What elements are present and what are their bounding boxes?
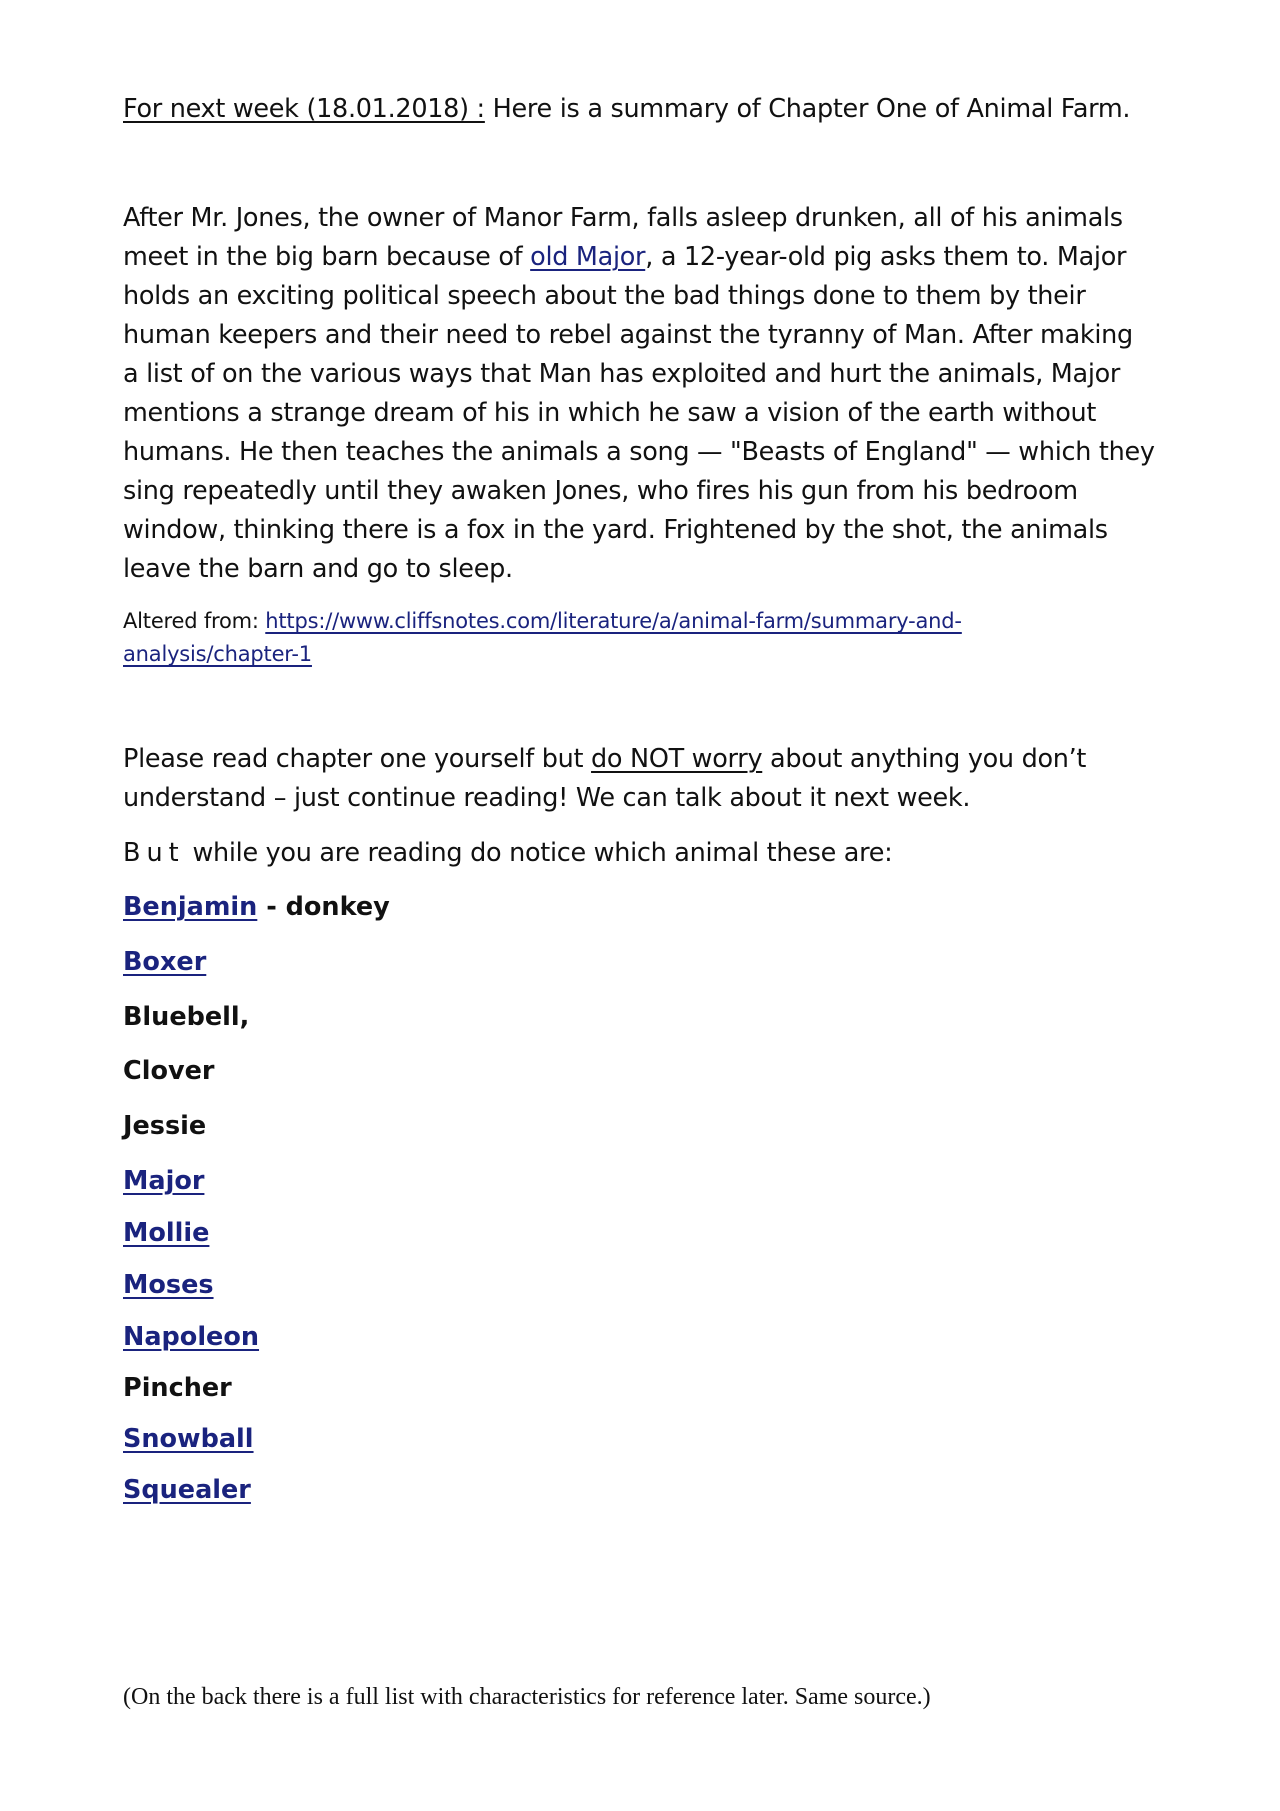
list-item-napoleon xyxy=(123,1320,259,1354)
summary-line-4: human keepers and their need to rebel against the tyranny of Man. After making xyxy=(123,320,1133,350)
list-item-jessie: Jessie xyxy=(123,1111,207,1141)
benjamin-note: - donkey xyxy=(257,892,390,922)
snowball-link[interactable]: Snowball xyxy=(123,1424,254,1454)
summary-line-3: holds an exciting political speech about the bad things done to them by their xyxy=(123,281,1086,311)
list-item-mollie xyxy=(123,1216,209,1250)
mollie-link[interactable]: Mollie xyxy=(123,1218,210,1248)
major-link[interactable]: Major xyxy=(123,1166,205,1196)
list-item-pincher: Pincher xyxy=(123,1373,232,1403)
summary-line-2: meet in the big barn because of old Major, a 12-year-old pig asks them to. Major xyxy=(123,242,1127,272)
source-label: Altered from: xyxy=(123,609,266,633)
moses-link[interactable]: Moses xyxy=(123,1270,214,1300)
summary-line-10: leave the barn and go to sleep. xyxy=(123,554,513,584)
list-item-clover: Clover xyxy=(123,1056,215,1086)
list-item-benjamin xyxy=(123,890,390,924)
source-line-1 xyxy=(123,605,962,638)
footer-note: (On the back there is a full list with characteristics for reference later. Same source.) xyxy=(123,1684,931,1710)
napoleon-link[interactable]: Napoleon xyxy=(123,1322,260,1352)
source-line-2 xyxy=(123,638,312,671)
do-not-worry-emphasis: do NOT worry xyxy=(591,744,763,774)
intro-text: Here is a summary of Chapter One of Animal Farm. xyxy=(484,94,1131,124)
boxer-link[interactable]: Boxer xyxy=(123,947,207,977)
list-item-squealer xyxy=(123,1473,251,1507)
old-major-link[interactable]: old Major xyxy=(530,242,646,272)
summary-line-8: sing repeatedly until they awaken Jones, who fires his gun from his bedroom xyxy=(123,476,1078,506)
squealer-link[interactable]: Squealer xyxy=(123,1475,251,1505)
instructions-line-3: But while you are reading do notice which animal these are: xyxy=(123,838,893,868)
but-word: But xyxy=(123,838,185,868)
list-item-moses xyxy=(123,1268,214,1302)
summary-line-9: window, thinking there is a fox in the yard. Frightened by the shot, the animals xyxy=(123,515,1108,545)
list-item-bluebell: Bluebell, xyxy=(123,1002,250,1032)
list-item-major xyxy=(123,1164,204,1198)
source-url-link-continued[interactable]: analysis/chapter-1 xyxy=(123,642,312,666)
source-url-link[interactable]: https://www.cliffsnotes.com/literature/a/animal-farm/summary-and- xyxy=(265,609,962,633)
due-date-label: For next week (18.01.2018) : xyxy=(123,94,485,124)
instructions-line-1: Please read chapter one yourself but do NOT worry about anything you don’t xyxy=(123,744,1087,774)
summary-line-7: humans. He then teaches the animals a song — "Beasts of England" — which they xyxy=(123,437,1155,467)
summary-line-5: a list of on the various ways that Man has exploited and hurt the animals, Major xyxy=(123,359,1121,389)
list-item-snowball xyxy=(123,1422,254,1456)
benjamin-link[interactable]: Benjamin xyxy=(123,892,258,922)
instructions-line-2: understand – just continue reading! We can talk about it next week. xyxy=(123,783,971,813)
list-item-boxer xyxy=(123,945,206,979)
summary-line-1: After Mr. Jones, the owner of Manor Farm, falls asleep drunken, all of his animals xyxy=(123,203,1123,233)
header-line xyxy=(123,90,1130,129)
summary-line-6: mentions a strange dream of his in which he saw a vision of the earth without xyxy=(123,398,1097,428)
